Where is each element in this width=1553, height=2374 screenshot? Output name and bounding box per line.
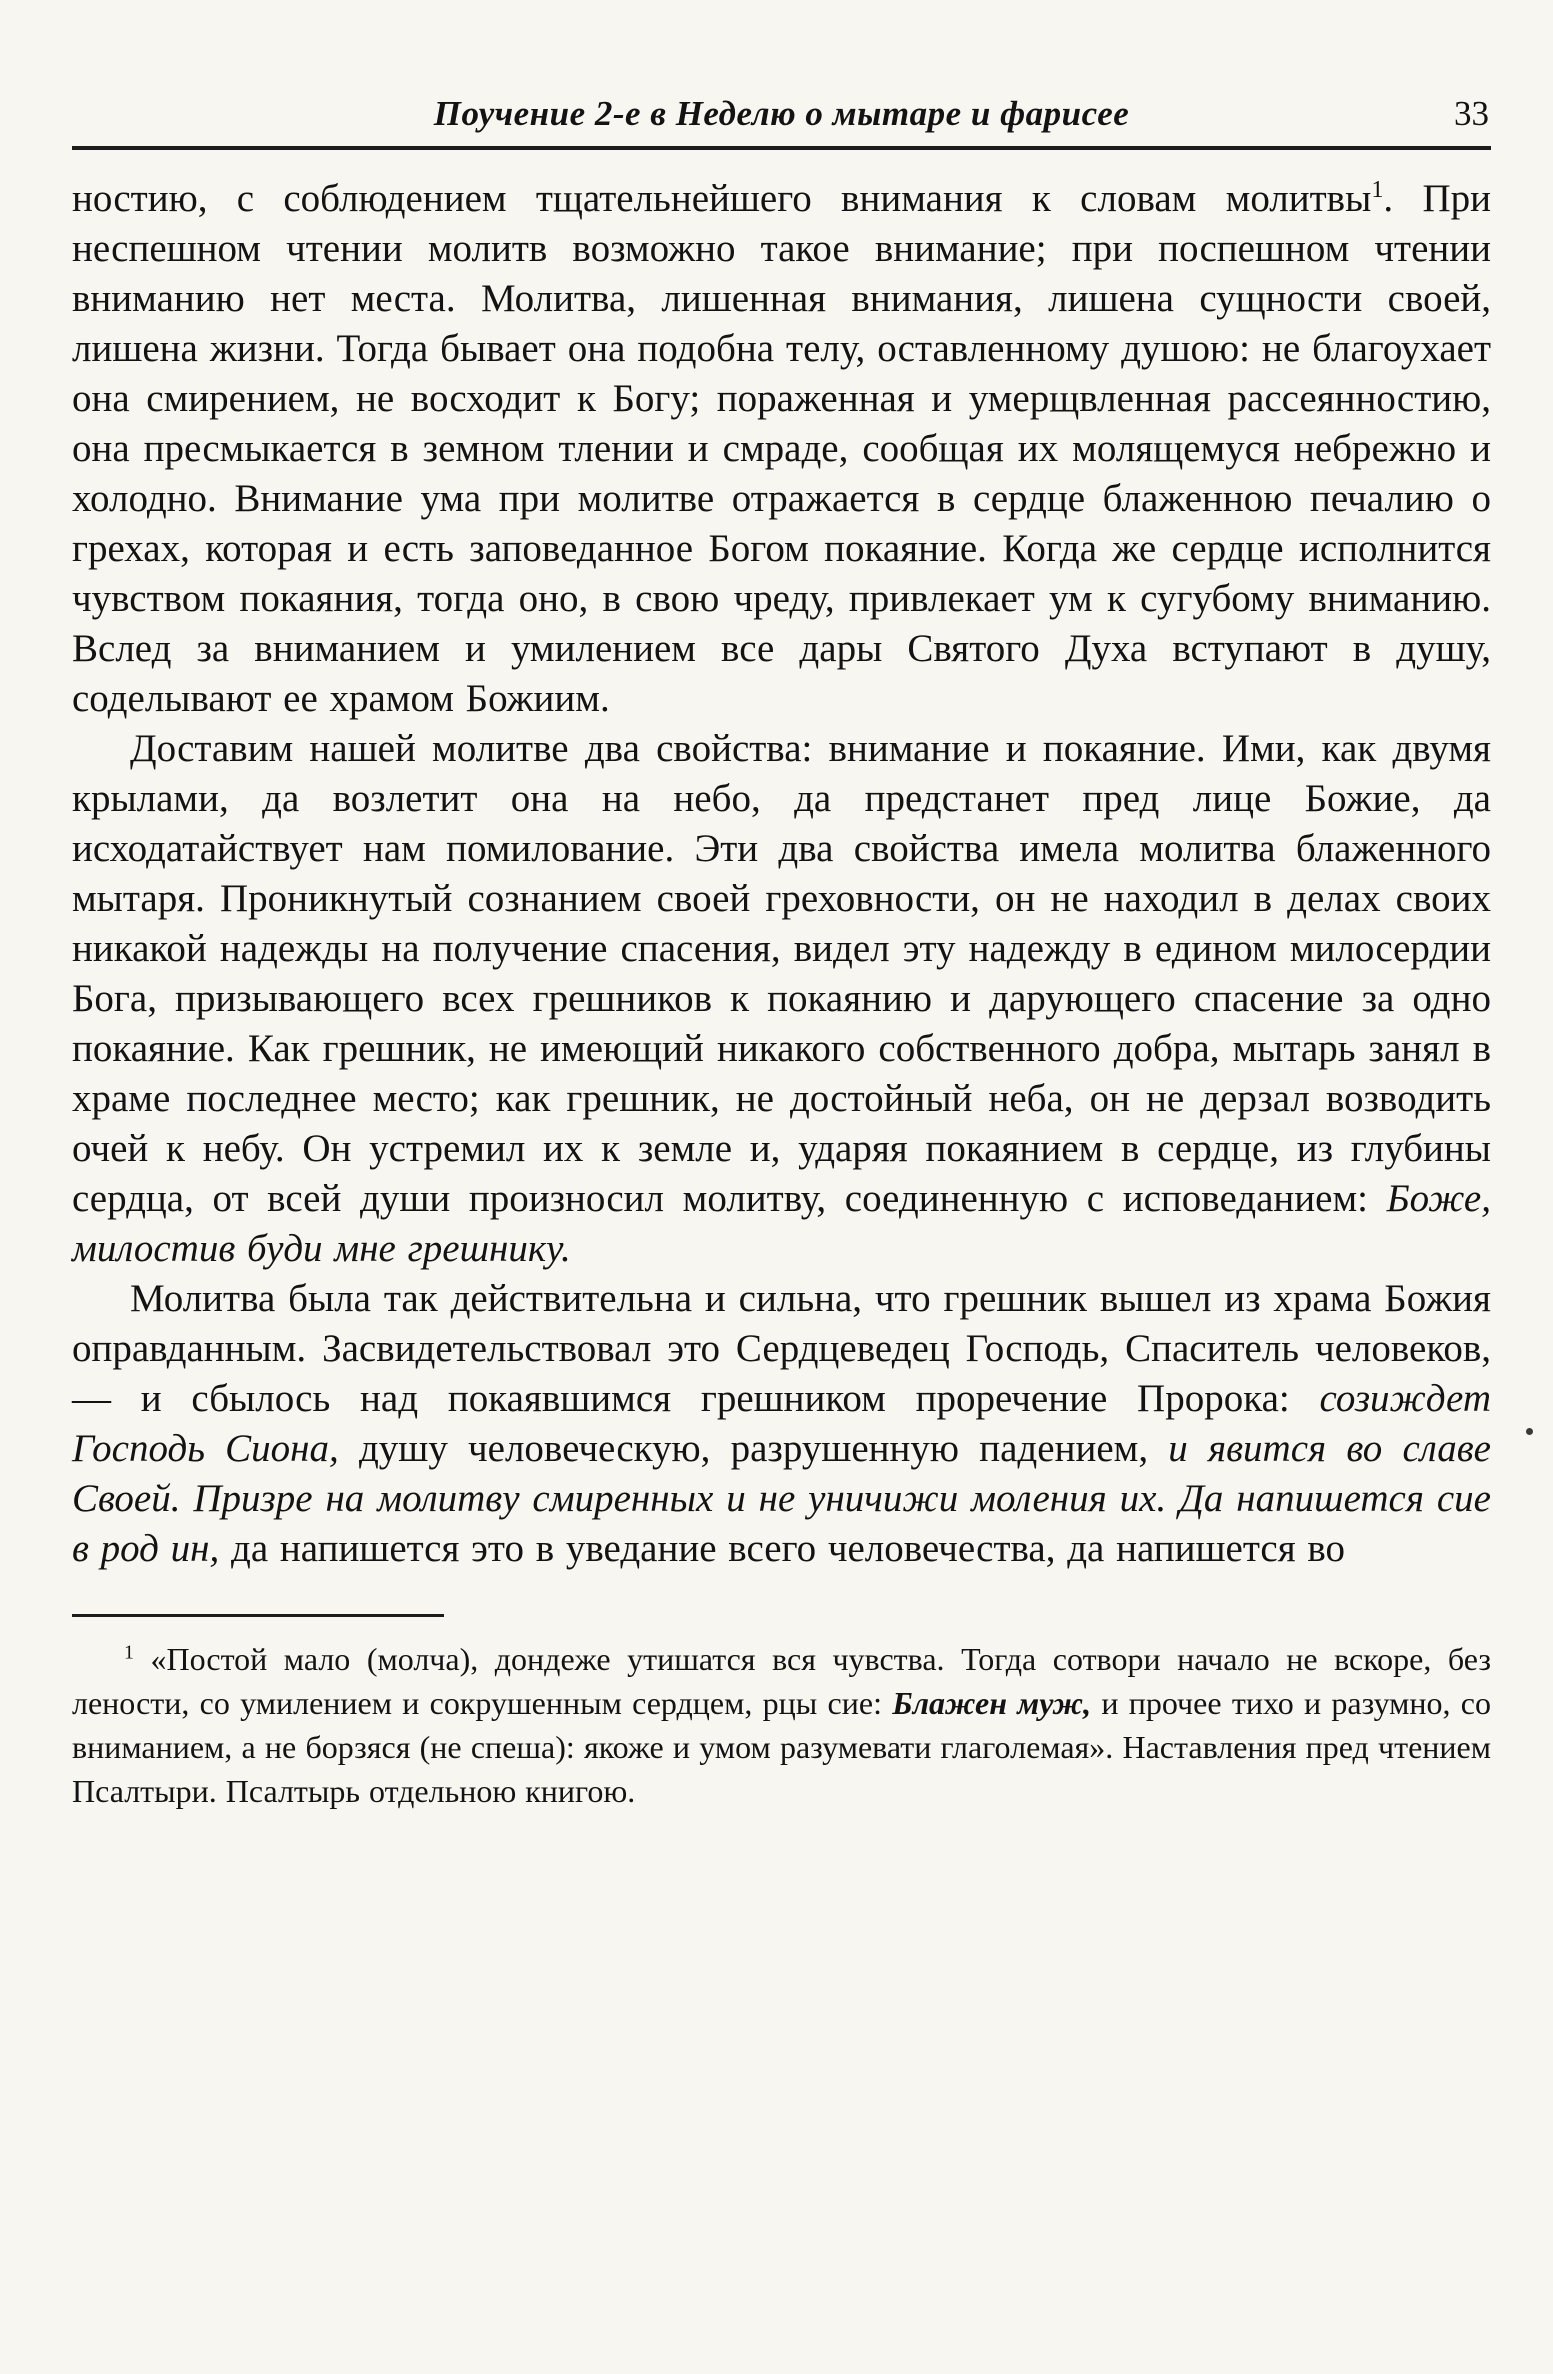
running-header xyxy=(72,92,1491,140)
text-run: да напишется это в уведание всего человечества, да напишется во xyxy=(231,1527,1346,1570)
paragraph xyxy=(72,174,1491,724)
text-run: и прочее тихо и разумно, со вниманием, а не борзяся (не спеша): якоже и умом разумевати глаголемая». Наставления пред чтением Псалтыри. Псалтырь отдельною книгою. xyxy=(72,1685,1492,1809)
footnote xyxy=(72,1637,1491,1813)
text-run: Доставим нашей молитве два свойства: внимание и покаяние. Ими, как двумя крылами, да возлетит она на небо, да предстанет пред лице Божие, да исходатайствует нам помилование. Эти два свойства имела молитва блаженного мытаря. Проникнутый сознанием своей греховности, он не находил в делах своих никакой надежды на получение спасения, видел эту надежду в едином милосердии Бога, призывающего всех грешников к покаянию и дарующего спасение за одно покаяние. Как грешник, не имеющий никакого собственного добра, мытарь занял в храме последнее место; как грешник, не достойный неба, он не дерзал возводить очей к небу. Он устремил их к земле и, ударяя покаянием в сердце, из глубины сердца, от всей души произносил молитву, соединенную с исповеданием: xyxy=(72,727,1491,1220)
text-run: созиждет Господь Сиона, xyxy=(72,1377,1491,1470)
scan-artifact-dot xyxy=(1526,1428,1533,1435)
text-run: Боже, милостив буди мне грешнику. xyxy=(72,1177,1491,1270)
text-run: «Постой мало (молча), дондеже утишатся вся чувства. Тогда сотвори начало не вскоре, без лености, со умилением и сокрушенным сердцем, рцы сие: xyxy=(72,1641,1491,1721)
header-rule xyxy=(72,146,1491,150)
text-run: Молитва была так действительна и сильна, что грешник вышел из храма Божия оправданным. Засвидетельствовал это Сердцеведец Господь, Спаситель человеков, — и сбылось над покаявшимся грешником проречение Пророка: xyxy=(72,1277,1491,1420)
paragraph xyxy=(72,1274,1491,1574)
page-number: 33 xyxy=(1454,94,1489,133)
running-header-title: Поучение 2-е в Неделю о мытаре и фарисее xyxy=(433,94,1130,133)
text-run: . При неспешном чтении молитв возможно такое внимание; при поспешном чтении вниманию нет места. Молитва, лишенная внимания, лишена сущности своей, лишена жизни. Тогда бывает она подобна телу, оставленному душою: не благоухает она смирением, не восходит к Богу; пораженная и умерщвленная рассеянностию, она пресмыкается в земном тлении и смраде, сообщая их молящемуся небрежно и холодно. Внимание ума при молитве отражается в сердце блаженною печалию о грехах, которая и есть заповеданное Богом покаяние. Когда же сердце исполнится чувством покаяния, тогда оно, в свою чреду, привлекает ум к сугубому вниманию. Вслед за вниманием и умилением все дары Святого Духа вступают в душу, соделывают ее храмом Божиим. xyxy=(72,177,1491,720)
footnote-paragraph xyxy=(72,1637,1491,1813)
text-run: Блажен муж, xyxy=(892,1685,1092,1721)
footnote-separator xyxy=(72,1614,444,1617)
footnote-marker: 1 xyxy=(1371,176,1384,203)
text-run: ностию, с соблюдением тщательнейшего внимания к словам молитвы xyxy=(72,177,1372,220)
body-text xyxy=(72,174,1491,1574)
paragraph xyxy=(72,724,1491,1274)
text-run: и явится во славе Своей. Призре на молитву смиренных и не уничижи моления их. Да напишется сие в род ин, xyxy=(72,1427,1491,1570)
text-run: душу человеческую, разрушенную падением, xyxy=(358,1427,1169,1470)
footnote-marker: 1 xyxy=(124,1641,134,1664)
